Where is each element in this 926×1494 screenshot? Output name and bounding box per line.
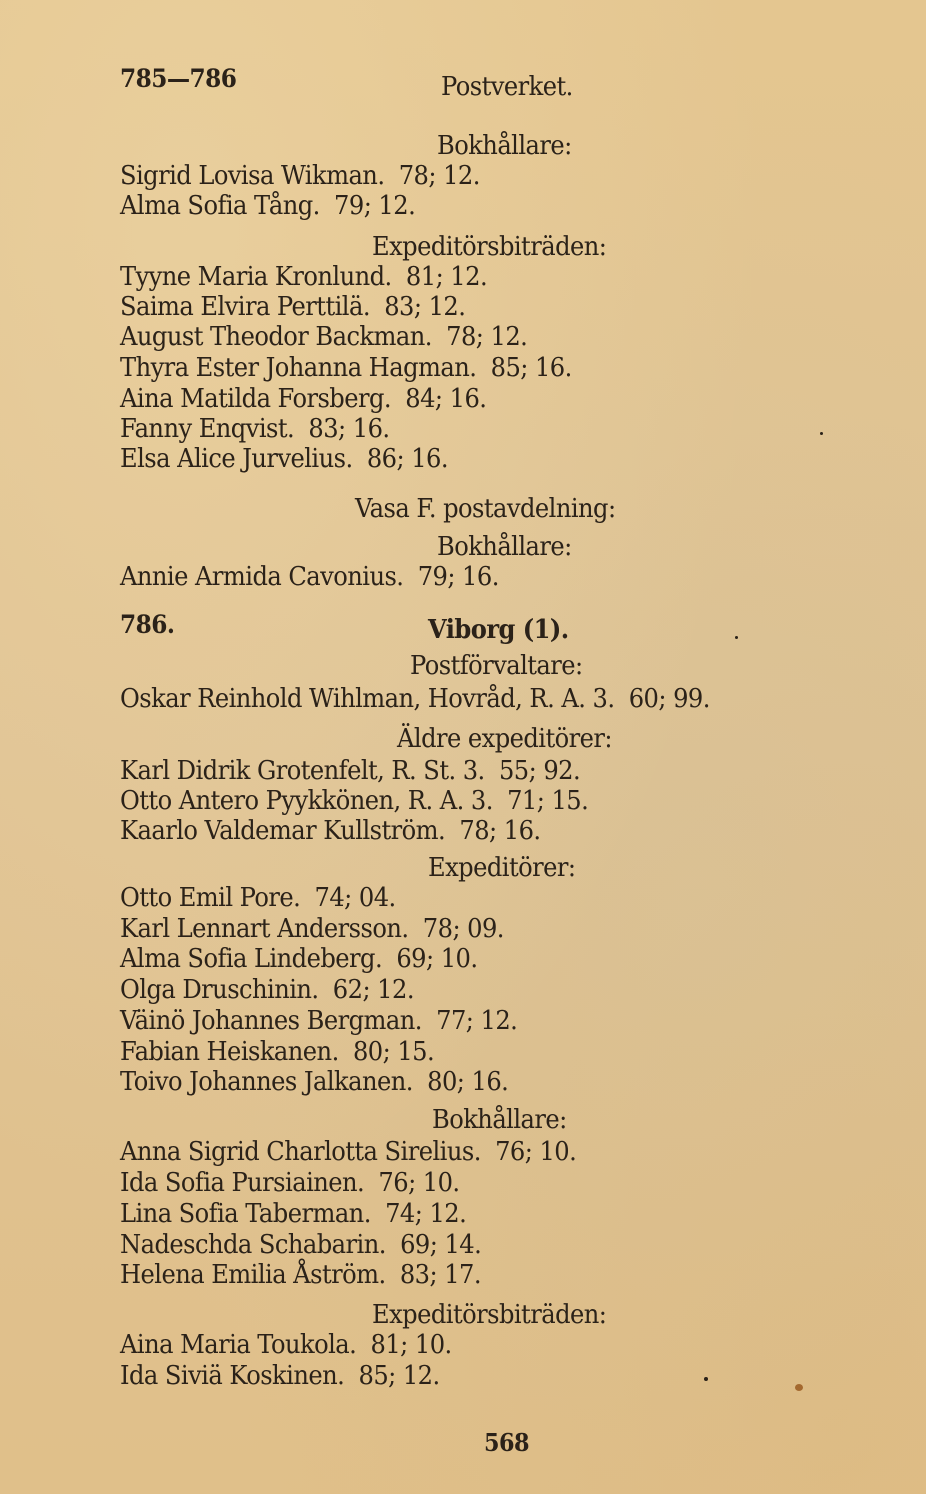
list-item: Tyyne Maria Kronlund. 81; 12. — [120, 262, 488, 292]
section-heading: Expeditörsbiträden: — [372, 1300, 607, 1330]
list-item: Alma Sofia Tång. 79; 12. — [120, 191, 416, 221]
list-item: Karl Lennart Andersson. 78; 09. — [120, 914, 504, 944]
list-item: Lina Sofia Taberman. 74; 12. — [120, 1199, 467, 1229]
list-item: Karl Didrik Grotenfelt, R. St. 3. 55; 92. — [120, 756, 581, 786]
list-item: Elsa Alice Jurvelius. 86; 16. — [120, 444, 448, 474]
list-item: Ida Siviä Koskinen. 85; 12. — [120, 1361, 440, 1391]
list-item: Oskar Reinhold Wihlman, Hovråd, R. A. 3. 60; 99. — [120, 684, 710, 714]
list-item: Kaarlo Valdemar Kullström. 78; 16. — [120, 816, 541, 846]
subsection-title: Vasa F. postavdelning: — [355, 494, 616, 524]
list-item: Otto Emil Pore. 74; 04. — [120, 883, 396, 913]
entry-range: 785—786 — [120, 64, 237, 93]
ink-stain — [795, 1384, 803, 1391]
list-item: August Theodor Backman. 78; 12. — [120, 322, 528, 352]
list-item: Toivo Johannes Jalkanen. 80; 16. — [120, 1067, 509, 1097]
page-number: 568 — [484, 1428, 529, 1457]
list-item: Väinö Johannes Bergman. 77; 12. — [120, 1006, 518, 1036]
section-heading: Bokhållare: — [437, 532, 572, 562]
ink-speck — [735, 636, 738, 639]
running-title: Postverket. — [441, 72, 573, 102]
ink-speck — [820, 432, 823, 435]
list-item: Thyra Ester Johanna Hagman. 85; 16. — [120, 353, 572, 383]
ink-speck — [704, 1377, 708, 1381]
list-item: Sigrid Lovisa Wikman. 78; 12. — [120, 161, 480, 191]
list-item: Anna Sigrid Charlotta Sirelius. 76; 10. — [120, 1137, 577, 1167]
list-item: Fanny Enqvist. 83; 16. — [120, 414, 390, 444]
office-name: Viborg (1). — [428, 615, 569, 645]
list-item: Otto Antero Pyykkönen, R. A. 3. 71; 15. — [120, 786, 589, 816]
section-heading: Expeditörsbiträden: — [372, 232, 607, 262]
list-item: Olga Druschinin. 62; 12. — [120, 975, 414, 1005]
office-number: 786. — [120, 610, 175, 639]
section-heading: Äldre expeditörer: — [397, 724, 612, 754]
section-heading: Expeditörer: — [428, 853, 576, 883]
list-item: Aina Matilda Forsberg. 84; 16. — [120, 384, 487, 414]
list-item: Alma Sofia Lindeberg. 69; 10. — [120, 944, 478, 974]
section-heading: Postförvaltare: — [410, 651, 583, 681]
list-item: Saima Elvira Perttilä. 83; 12. — [120, 292, 466, 322]
section-heading: Bokhållare: — [432, 1105, 567, 1135]
list-item: Helena Emilia Åström. 83; 17. — [120, 1260, 482, 1290]
section-heading: Bokhållare: — [437, 131, 572, 161]
list-item: Ida Sofia Pursiainen. 76; 10. — [120, 1168, 460, 1198]
list-item: Annie Armida Cavonius. 79; 16. — [120, 562, 499, 592]
list-item: Nadeschda Schabarin. 69; 14. — [120, 1230, 482, 1260]
list-item: Aina Maria Toukola. 81; 10. — [120, 1330, 452, 1360]
list-item: Fabian Heiskanen. 80; 15. — [120, 1037, 435, 1067]
